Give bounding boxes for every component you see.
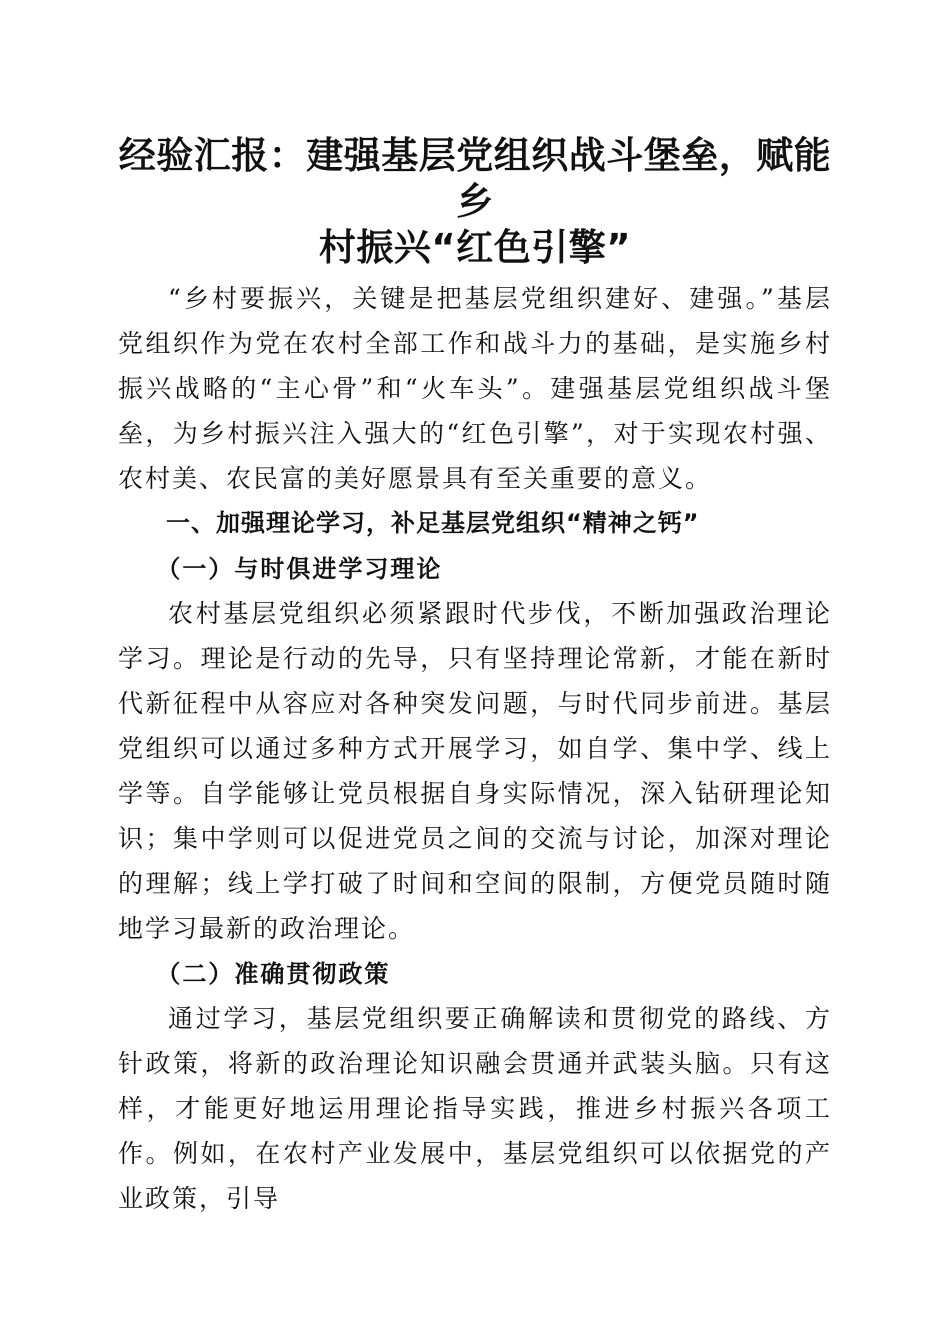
- title-line-2: 村振兴“红色引擎”: [318, 226, 632, 269]
- intro-paragraph: “乡村要振兴，关键是把基层党组织建好、建强。”基层党组织作为党在农村全部工作和战斗力的基础，是实施乡村振兴战略的“主心骨”和“火车头”。建强基层党组织战斗堡垒，为乡村振兴注入强大的“红色引擎”，对于实现农村强、农村美、农民富的美好愿景具有至关重要的意义。: [118, 284, 832, 493]
- subsection-1-paragraph: 农村基层党组织必须紧跟时代步伐，不断加强政治理论学习。理论是行动的先导，只有坚持理论常新，才能在新时代新征程中从容应对各种突发问题，与时代同步前进。基层党组织可以通过多种方式开展学习，如自学、集中学、线上学等。自学能够让党员根据自身实际情况，深入钻研理论知识；集中学则可以促进党员之间的交流与讨论，加深对理论的理解；线上学打破了时间和空间的限制，方便党员随时随地学习最新的政治理论。: [118, 599, 832, 943]
- subsection-2-heading: （二）准确贯彻政策: [156, 959, 391, 988]
- subsection-2-paragraph: 通过学习，基层党组织要正确解读和贯彻党的路线、方针政策，将新的政治理论知识融会贯通并武装头脑。只有这样，才能更好地运用理论指导实践，推进乡村振兴各项工作。例如，在农村产业发展中，基层党组织可以依据党的产业政策，引导: [118, 1004, 832, 1213]
- document-title: [118, 133, 832, 271]
- subsection-1-heading: （一）与时俱进学习理论: [156, 554, 443, 583]
- title-line-1: 经验汇报：建强基层党组织战斗堡垒，赋能乡: [118, 134, 832, 223]
- section-1-heading: 一、加强理论学习，补足基层党组织“精神之钙”: [166, 509, 700, 537]
- document-body: [118, 276, 832, 1221]
